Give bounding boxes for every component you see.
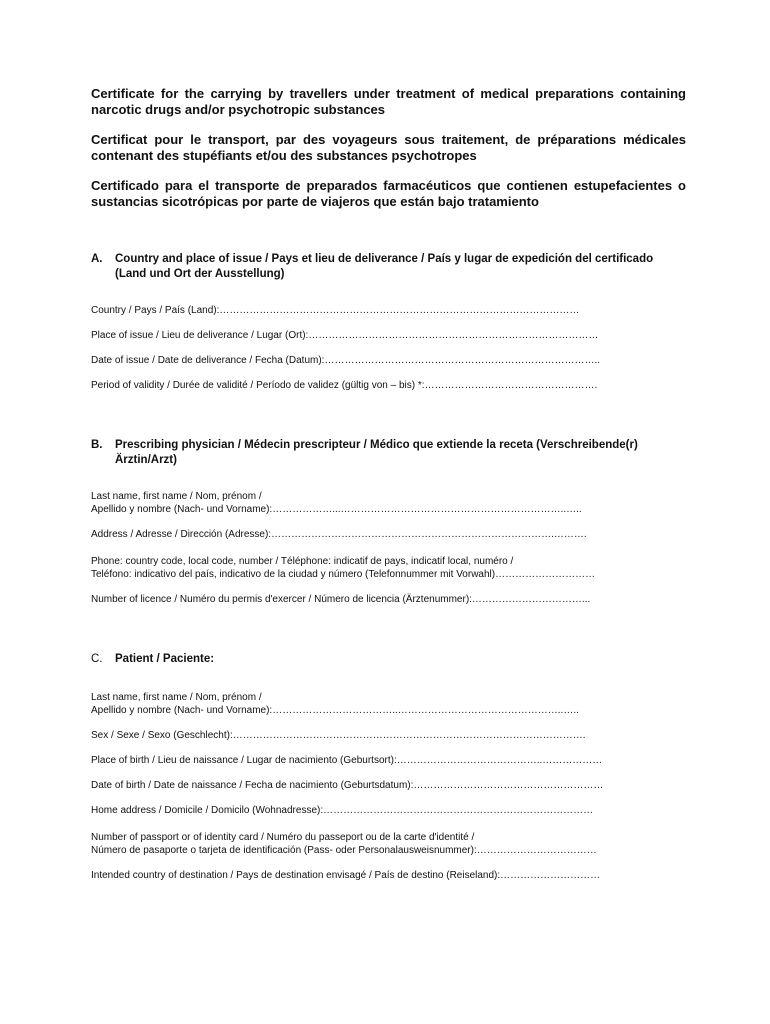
patient-name-field[interactable]: Apellido y nombre (Nach- und Vorname):………………………………..…………………………………………..…..: [91, 705, 579, 716]
physician-name-label: Last name, first name / Nom, prénom /: [91, 491, 262, 502]
certificate-form: [91, 86, 686, 882]
title-english: Certificate for the carrying by travellers under treatment of medical preparations containing narcotic drugs and/or psychotropic substances: [91, 86, 686, 117]
patient-home-address-field[interactable]: Home address / Domicile / Domicilo (Wohnadresse):………………………………………………………………………: [91, 805, 594, 816]
title-spanish: Certificado para el transporte de preparados farmacéuticos que contienen estupefacientes o sustancias sicotrópicas por parte de viajeros que están bajo tratamiento: [91, 178, 686, 209]
section-c-heading: [91, 652, 686, 667]
section-c-title: Patient / Paciente:: [115, 653, 215, 665]
physician-name-field[interactable]: Apellido y nombre (Nach- und Vorname):………………...…………………………………………………………..…..: [91, 504, 582, 515]
section-b-heading: [91, 438, 686, 468]
patient-passport-label: Number of passport or of identity card / Numéro du passeport ou de la carte d'identité /: [91, 832, 475, 843]
title-french: Certificat pour le transport, par des voyageurs sous traitement, de préparations médicales contenant des stupéfiants et/ou des substances psychotropes: [91, 132, 686, 163]
physician-phone-label: Phone: country code, local code, number / Téléphone: indicatif de pays, indicatif local, numéro /: [91, 556, 514, 567]
patient-birthplace-field[interactable]: Place of birth / Lieu de naissance / Lugar de nacimiento (Geburtsort):……………………………………..………………: [91, 755, 603, 766]
patient-birthdate-field[interactable]: Date of birth / Date de naissance / Fecha de nacimiento (Geburtsdatum):…………………………………………………: [91, 780, 604, 791]
date-of-issue-field[interactable]: Date of issue / Date de deliverance / Fecha (Datum):………………………………………………………………………..: [91, 355, 600, 366]
section-b-letter: B.: [91, 439, 103, 451]
patient-name-label: Last name, first name / Nom, prénom /: [91, 692, 262, 703]
section-b-title: Prescribing physician / Médecin prescripteur / Médico que extiende la receta (Verschreibende(r) Ärztin/Arzt): [115, 439, 638, 466]
country-of-issue-field[interactable]: Country / Pays / País (Land):………………………………………………………………………………………………: [91, 305, 580, 316]
period-of-validity-field[interactable]: Period of validity / Durée de validité / Período de validez (gültig von – bis) *:…………………………………………….: [91, 380, 598, 391]
section-a-heading: [91, 252, 686, 282]
section-a-title: Country and place of issue / Pays et lieu de deliverance / País y lugar de expedición del certificado (Land und Ort der Ausstellung): [115, 253, 654, 280]
physician-phone-field[interactable]: Teléfono: indicativo del país, indicativo de la ciudad y número (Telefonnummer mit Vorwahl)…………………………: [91, 569, 596, 580]
section-c-letter: C.: [91, 653, 103, 665]
patient-passport-field[interactable]: Número de pasaporte o tarjeta de identificación (Pass- oder Personalausweisnummer):………………………………: [91, 845, 597, 856]
patient-sex-field[interactable]: Sex / Sexe / Sexo (Geschlecht):…………………………………………………………………………………………….: [91, 730, 586, 741]
physician-licence-field[interactable]: Number of licence / Numéro du permis d'exercer / Número de licencia (Ärztenummer):……………………………...: [91, 594, 591, 605]
place-of-issue-field[interactable]: Place of issue / Lieu de deliverance / Lugar (Ort):……………………………………………………………………………: [91, 330, 599, 341]
physician-address-field[interactable]: Address / Adresse / Dirección (Adresse):………………………………………………………………………….……….: [91, 529, 587, 540]
destination-country-field[interactable]: Intended country of destination / Pays de destination envisagé / País de destino (Reiseland):…………………………: [91, 870, 601, 881]
section-a-letter: A.: [91, 253, 103, 265]
